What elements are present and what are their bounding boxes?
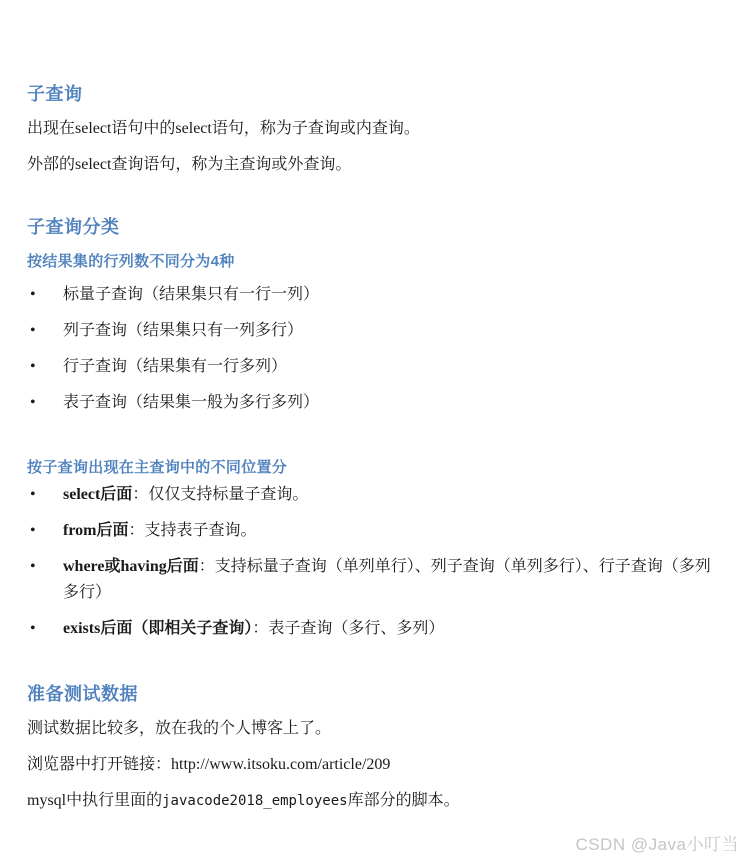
database-name-code: javacode2018_employees bbox=[162, 793, 348, 809]
desc-select: ：仅仅支持标量子查询。 bbox=[132, 486, 309, 503]
heading-subquery: 子查询 bbox=[27, 84, 83, 104]
desc-where-having: ：支持标量子查询（单列单行）、列子查询（单列多行）、行子查询（多列多行） bbox=[63, 558, 711, 601]
list-item-column-subquery: • 列子查询（结果集只有一列多行） bbox=[27, 318, 717, 344]
subheading-by-rowcol: 按结果集的行列数不同分为4种 bbox=[27, 253, 235, 270]
article-link-label: 浏览器中打开链接： bbox=[27, 756, 172, 773]
paragraph-article-link bbox=[27, 752, 717, 778]
mysql-script-suffix: 库部分的脚本。 bbox=[347, 792, 460, 809]
heading-test-data: 准备测试数据 bbox=[27, 684, 138, 704]
position-list bbox=[27, 482, 717, 642]
list-item-row-subquery: • 行子查询（结果集有一行多列） bbox=[27, 354, 717, 380]
keyword-select: select后面 bbox=[63, 486, 133, 503]
list-item-from-position bbox=[27, 518, 717, 544]
desc-from: ：支持表子查询。 bbox=[128, 522, 257, 539]
list-item-exists-position bbox=[27, 616, 717, 642]
article-url: http://www.itsoku.com/article/209 bbox=[171, 756, 391, 773]
keyword-from: from后面 bbox=[63, 522, 129, 539]
heading-classification: 子查询分类 bbox=[27, 217, 120, 237]
list-item-table-subquery: • 表子查询（结果集一般为多行多列） bbox=[27, 390, 717, 416]
list-item-scalar-subquery: • 标量子查询（结果集只有一行一列） bbox=[27, 282, 717, 308]
list-item-select-position bbox=[27, 482, 717, 508]
keyword-where-having: where或having后面 bbox=[63, 558, 199, 575]
paragraph-test-data-intro: 测试数据比较多，放在我的个人博客上了。 bbox=[27, 720, 332, 737]
rowcol-list bbox=[27, 282, 717, 416]
subheading-by-position: 按子查询出现在主查询中的不同位置分 bbox=[27, 459, 288, 476]
paragraph-subquery-definition: 出现在select语句中的select语句，称为子查询或内查询。 bbox=[27, 120, 420, 137]
desc-exists: ：表子查询（多行、多列） bbox=[252, 620, 445, 637]
keyword-exists: exists后面（即相关子查询） bbox=[63, 620, 253, 637]
list-item-where-having-position bbox=[27, 554, 717, 606]
paragraph-mainquery-definition: 外部的select查询语句，称为主查询或外查询。 bbox=[27, 156, 352, 173]
mysql-script-prefix: mysql中执行里面的 bbox=[27, 792, 163, 809]
csdn-watermark: CSDN @Java小叮当 bbox=[575, 835, 739, 854]
paragraph-mysql-script bbox=[27, 788, 717, 814]
